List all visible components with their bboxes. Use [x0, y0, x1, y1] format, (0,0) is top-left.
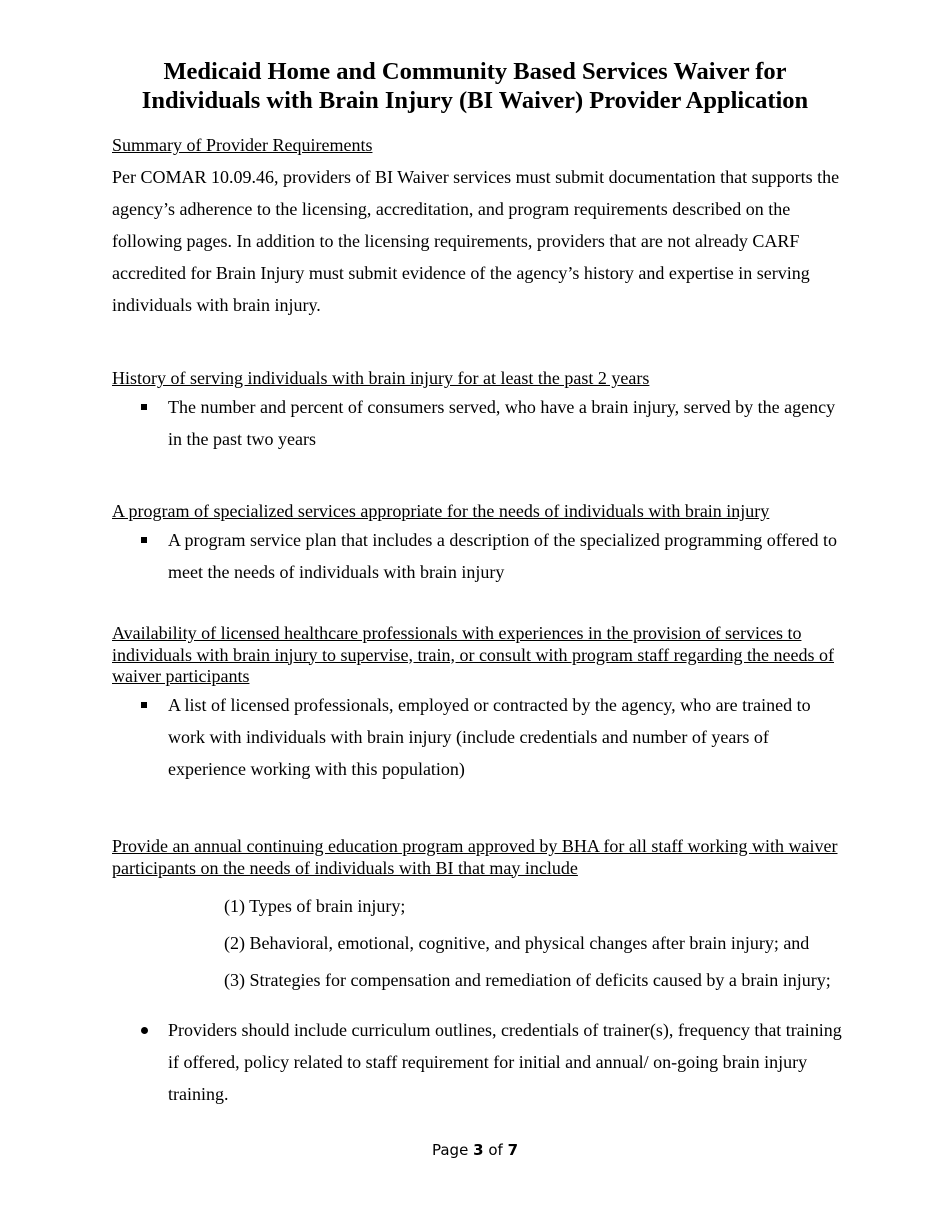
square-bullet-icon — [141, 404, 147, 410]
page-prefix: Page — [431, 1141, 469, 1159]
professionals-bullet: A list of licensed professionals, employed or contracted by the agency, who are trained to work with individuals with brain injury (include credentials and number of years of experience working with this population) — [168, 695, 811, 779]
history-bullet: The number and percent of consumers served, who have a brain injury, served by the agency in the past two years — [168, 397, 836, 449]
square-bullet-icon — [141, 702, 147, 708]
program-heading: A program of specialized services appropriate for the needs of individuals with brain injury — [112, 501, 770, 521]
square-bullet-icon — [141, 537, 147, 543]
page-separator: of — [488, 1141, 503, 1159]
page-total: 7 — [507, 1141, 518, 1159]
title-line-2: Individuals with Brain Injury (BI Waiver) Provider Application — [141, 86, 809, 114]
summary-heading: Summary of Provider Requirements — [112, 135, 373, 155]
education-item-2: (2) Behavioral, emotional, cognitive, and physical changes after brain injury; and — [224, 933, 810, 953]
round-bullet-icon — [141, 1027, 148, 1034]
program-bullet: A program service plan that includes a description of the specialized programming offered to meet the needs of individuals with brain injury — [168, 530, 837, 582]
education-heading: Provide an annual continuing education program approved by BHA for all staff working with waiver participants on the needs of individuals with BI that may include — [112, 836, 838, 878]
education-bullet: Providers should include curriculum outlines, credentials of trainer(s), frequency that training if offered, policy related to staff requirement for initial and annual/ on-going brain injury training. — [168, 1020, 842, 1104]
professionals-heading: Availability of licensed healthcare professionals with experiences in the provision of services to individuals with brain injury to supervise, train, or consult with program staff regarding the needs of waiver participants — [112, 623, 835, 686]
education-item-1: (1) Types of brain injury; — [224, 896, 406, 916]
page-number — [0, 1140, 950, 1160]
education-item-3: (3) Strategies for compensation and remediation of deficits caused by a brain injury; — [224, 970, 831, 990]
title-line-1: Medicaid Home and Community Based Services Waiver for — [163, 58, 787, 85]
document-title — [100, 58, 850, 115]
history-heading: History of serving individuals with brain injury for at least the past 2 years — [112, 368, 650, 388]
page-current: 3 — [473, 1141, 484, 1159]
summary-paragraph: Per COMAR 10.09.46, providers of BI Waiver services must submit documentation that supports the agency’s adherence to the licensing, accreditation, and program requirements described on the following pages. In addition to the licensing requirements, providers that are not already CARF accredited for Brain Injury must submit evidence of the agency’s history and expertise in serving individuals with brain injury. — [112, 167, 840, 315]
